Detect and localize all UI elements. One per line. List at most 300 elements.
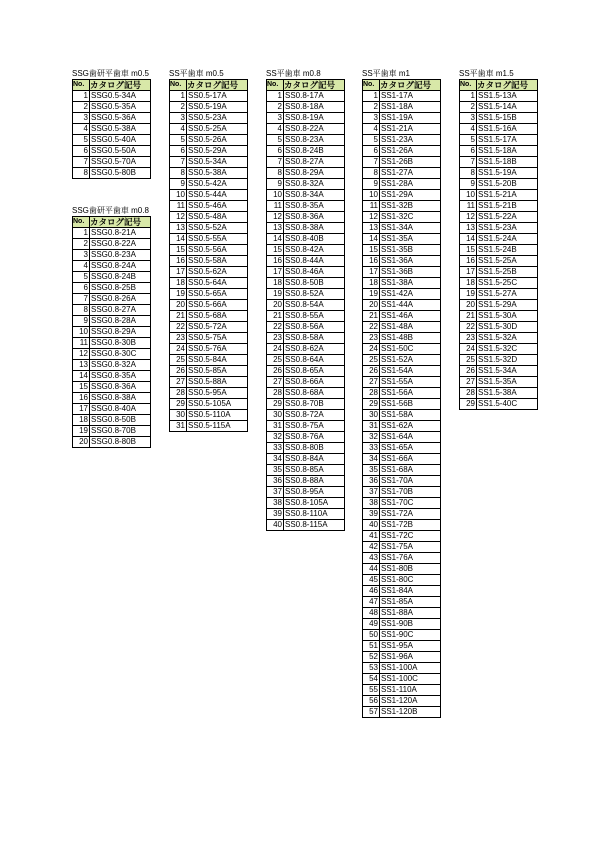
catalog-code: SS1.5-23A: [477, 223, 538, 234]
row-number: 40: [363, 520, 380, 531]
table-row: [363, 443, 441, 454]
catalog-code: SS0.8-22A: [284, 124, 345, 135]
header-catalog-code: カタログ記号: [284, 80, 345, 91]
table-row: [363, 278, 441, 289]
table-title: SS平歯車 m1.5: [459, 69, 514, 78]
catalog-code: SS1.5-40C: [477, 399, 538, 410]
catalog-code: SS1-75A: [380, 542, 441, 553]
table-title: SSG歯研平歯車 m0.5: [72, 69, 149, 78]
row-number: 4: [363, 124, 380, 135]
catalog-code: SS0.8-76A: [284, 432, 345, 443]
table-ss-m08: [266, 69, 345, 531]
catalog-code: SS1-18A: [380, 102, 441, 113]
catalog-code: SS0.8-46A: [284, 267, 345, 278]
table-row: [267, 146, 345, 157]
row-number: 32: [267, 432, 284, 443]
row-number: 2: [170, 102, 187, 113]
table-row: [170, 322, 248, 333]
row-number: 25: [170, 355, 187, 366]
table-row: [267, 179, 345, 190]
row-number: 10: [363, 190, 380, 201]
row-number: 23: [363, 333, 380, 344]
table-row: [267, 421, 345, 432]
row-number: 12: [363, 212, 380, 223]
catalog-code: SS1.5-32A: [477, 333, 538, 344]
table-row: [267, 465, 345, 476]
table-row: [460, 256, 538, 267]
catalog-code: SS0.5-110A: [187, 410, 248, 421]
table-row: [460, 388, 538, 399]
row-number: 27: [170, 377, 187, 388]
row-number: 4: [73, 261, 90, 272]
row-number: 42: [363, 542, 380, 553]
catalog-code: SS1-84A: [380, 586, 441, 597]
table-row: [460, 168, 538, 179]
table-row: [363, 333, 441, 344]
table-row: [363, 300, 441, 311]
catalog-code: SS0.5-84A: [187, 355, 248, 366]
catalog-code: SS1-90C: [380, 630, 441, 641]
header-catalog-code: カタログ記号: [90, 80, 151, 91]
catalog-code: SS1.5-34A: [477, 366, 538, 377]
table-row: [170, 399, 248, 410]
catalog-code: SS1-96A: [380, 652, 441, 663]
row-number: 34: [363, 454, 380, 465]
table-row: [363, 498, 441, 509]
row-number: 20: [73, 437, 90, 448]
catalog-code: SS0.8-68A: [284, 388, 345, 399]
table-row: [73, 338, 151, 349]
row-number: 12: [73, 349, 90, 360]
table-row: [170, 168, 248, 179]
catalog-code: SS1-72C: [380, 531, 441, 542]
catalog-code: SS0.5-95A: [187, 388, 248, 399]
row-number: 21: [363, 311, 380, 322]
row-number: 9: [170, 179, 187, 190]
catalog-table: [459, 79, 538, 410]
catalog-code: SS1.5-18A: [477, 146, 538, 157]
row-number: 4: [267, 124, 284, 135]
row-number: 11: [267, 201, 284, 212]
row-number: 20: [363, 300, 380, 311]
catalog-code: SS1-28A: [380, 179, 441, 190]
row-number: 16: [73, 393, 90, 404]
catalog-code: SS1-23A: [380, 135, 441, 146]
table-row: [267, 487, 345, 498]
table-row: [460, 322, 538, 333]
row-number: 53: [363, 663, 380, 674]
catalog-code: SS0.8-23A: [284, 135, 345, 146]
catalog-code: SSG0.5-36A: [90, 113, 151, 124]
row-number: 6: [73, 283, 90, 294]
table-row: [363, 168, 441, 179]
header-no: No.: [460, 80, 477, 91]
table-row: [73, 393, 151, 404]
catalog-code: SSG0.8-21A: [90, 228, 151, 239]
catalog-code: SSG0.8-32A: [90, 360, 151, 371]
table-row: [73, 250, 151, 261]
table-row: [363, 190, 441, 201]
table-title: SS平歯車 m0.5: [169, 69, 224, 78]
row-number: 22: [460, 322, 477, 333]
table-row: [363, 157, 441, 168]
catalog-code: SS0.5-75A: [187, 333, 248, 344]
catalog-code: SSG0.8-38A: [90, 393, 151, 404]
row-number: 3: [73, 250, 90, 261]
row-number: 5: [73, 272, 90, 283]
catalog-code: SS1-80C: [380, 575, 441, 586]
catalog-code: SSG0.8-30C: [90, 349, 151, 360]
table-row: [73, 349, 151, 360]
catalog-code: SS0.5-56A: [187, 245, 248, 256]
row-number: 8: [170, 168, 187, 179]
catalog-code: SS0.5-44A: [187, 190, 248, 201]
table-row: [170, 333, 248, 344]
catalog-code: SS1-55A: [380, 377, 441, 388]
row-number: 18: [73, 415, 90, 426]
table-row: [363, 113, 441, 124]
catalog-code: SSG0.8-35A: [90, 371, 151, 382]
table-row: [170, 91, 248, 102]
row-number: 25: [267, 355, 284, 366]
catalog-code: SS0.8-72A: [284, 410, 345, 421]
table-row: [460, 91, 538, 102]
row-number: 50: [363, 630, 380, 641]
table-row: [170, 388, 248, 399]
table-row: [73, 239, 151, 250]
row-number: 38: [267, 498, 284, 509]
table-row: [267, 245, 345, 256]
table-row: [460, 311, 538, 322]
table-row: [363, 201, 441, 212]
row-number: 19: [460, 289, 477, 300]
catalog-code: SS0.5-72A: [187, 322, 248, 333]
row-number: 19: [170, 289, 187, 300]
catalog-code: SS1-44A: [380, 300, 441, 311]
catalog-code: SS1-26A: [380, 146, 441, 157]
catalog-code: SS0.5-105A: [187, 399, 248, 410]
catalog-code: SS0.5-46A: [187, 201, 248, 212]
header-no: No.: [170, 80, 187, 91]
catalog-code: SS1-110A: [380, 685, 441, 696]
row-number: 17: [363, 267, 380, 278]
row-number: 15: [73, 382, 90, 393]
catalog-code: SSG0.8-25B: [90, 283, 151, 294]
row-number: 27: [267, 377, 284, 388]
catalog-code: SSG0.8-24A: [90, 261, 151, 272]
table-row: [170, 234, 248, 245]
table-row: [363, 597, 441, 608]
table-row: [363, 531, 441, 542]
table-row: [363, 388, 441, 399]
catalog-code: SS1-35A: [380, 234, 441, 245]
table-row: [73, 135, 151, 146]
catalog-code: SS0.5-65A: [187, 289, 248, 300]
row-number: 26: [267, 366, 284, 377]
table-title: SSG歯研平歯車 m0.8: [72, 206, 149, 215]
catalog-code: SS1-95A: [380, 641, 441, 652]
table-row: [73, 305, 151, 316]
row-number: 37: [267, 487, 284, 498]
table-row: [73, 91, 151, 102]
table-row: [363, 355, 441, 366]
catalog-code: SS0.8-110A: [284, 509, 345, 520]
table-row: [170, 201, 248, 212]
catalog-code: SSG0.8-22A: [90, 239, 151, 250]
table-row: [170, 267, 248, 278]
catalog-code: SS0.8-27A: [284, 157, 345, 168]
row-number: 4: [460, 124, 477, 135]
catalog-code: SS1-70A: [380, 476, 441, 487]
catalog-code: SSG0.5-40A: [90, 135, 151, 146]
catalog-code: SS1.5-20B: [477, 179, 538, 190]
row-number: 30: [170, 410, 187, 421]
table-title: SS平歯車 m0.8: [266, 69, 321, 78]
row-number: 12: [170, 212, 187, 223]
table-row: [363, 663, 441, 674]
row-number: 17: [267, 267, 284, 278]
catalog-code: SS0.8-56A: [284, 322, 345, 333]
table-row: [363, 619, 441, 630]
catalog-code: SS1-88A: [380, 608, 441, 619]
row-number: 25: [363, 355, 380, 366]
table-row: [267, 498, 345, 509]
table-row: [460, 124, 538, 135]
table-row: [170, 124, 248, 135]
table-row: [460, 344, 538, 355]
row-number: 9: [73, 316, 90, 327]
table-row: [460, 377, 538, 388]
catalog-code: SS1.5-19A: [477, 168, 538, 179]
catalog-code: SS1.5-24B: [477, 245, 538, 256]
row-number: 24: [267, 344, 284, 355]
table-row: [460, 135, 538, 146]
table-row: [363, 641, 441, 652]
row-number: 6: [170, 146, 187, 157]
catalog-code: SS0.8-88A: [284, 476, 345, 487]
table-row: [267, 333, 345, 344]
table-row: [267, 300, 345, 311]
row-number: 23: [170, 333, 187, 344]
catalog-code: SS1-19A: [380, 113, 441, 124]
row-number: 7: [73, 157, 90, 168]
table-row: [267, 256, 345, 267]
table-ss-m05: [169, 69, 248, 432]
row-number: 2: [267, 102, 284, 113]
table-row: [460, 289, 538, 300]
table-row: [363, 410, 441, 421]
catalog-code: SS1-68A: [380, 465, 441, 476]
table-row: [363, 91, 441, 102]
row-number: 46: [363, 586, 380, 597]
table-row: [460, 212, 538, 223]
catalog-code: SS0.8-62A: [284, 344, 345, 355]
catalog-code: SS0.5-19A: [187, 102, 248, 113]
row-number: 13: [267, 223, 284, 234]
row-number: 11: [170, 201, 187, 212]
row-number: 6: [363, 146, 380, 157]
table-row: [267, 443, 345, 454]
table-row: [73, 426, 151, 437]
catalog-table: [362, 79, 441, 718]
row-number: 16: [460, 256, 477, 267]
table-row: [363, 674, 441, 685]
catalog-code: SS0.8-44A: [284, 256, 345, 267]
catalog-code: SSG0.8-26A: [90, 294, 151, 305]
catalog-code: SS0.8-85A: [284, 465, 345, 476]
table-row: [170, 146, 248, 157]
table-row: [267, 135, 345, 146]
catalog-code: SS1-72A: [380, 509, 441, 520]
table-row: [363, 487, 441, 498]
row-number: 17: [73, 404, 90, 415]
catalog-code: SS0.8-40B: [284, 234, 345, 245]
table-row: [460, 355, 538, 366]
catalog-code: SS1-34A: [380, 223, 441, 234]
row-number: 20: [170, 300, 187, 311]
catalog-code: SS0.8-34A: [284, 190, 345, 201]
catalog-code: SS0.5-85A: [187, 366, 248, 377]
row-number: 2: [363, 102, 380, 113]
catalog-table: [169, 79, 248, 432]
row-number: 3: [267, 113, 284, 124]
row-number: 21: [170, 311, 187, 322]
header-no: No.: [363, 80, 380, 91]
row-number: 16: [363, 256, 380, 267]
row-number: 5: [267, 135, 284, 146]
table-row: [363, 564, 441, 575]
row-number: 33: [267, 443, 284, 454]
table-ssg-m08: [72, 206, 151, 448]
catalog-code: SS0.8-18A: [284, 102, 345, 113]
table-row: [363, 520, 441, 531]
header-no: No.: [73, 217, 90, 228]
row-number: 24: [170, 344, 187, 355]
row-number: 22: [363, 322, 380, 333]
row-number: 34: [267, 454, 284, 465]
catalog-code: SSG0.8-27A: [90, 305, 151, 316]
row-number: 14: [267, 234, 284, 245]
table-row: [73, 316, 151, 327]
catalog-code: SS1.5-30D: [477, 322, 538, 333]
table-row: [73, 272, 151, 283]
row-number: 26: [363, 366, 380, 377]
table-row: [267, 454, 345, 465]
table-row: [73, 283, 151, 294]
table-row: [73, 168, 151, 179]
row-number: 41: [363, 531, 380, 542]
table-row: [460, 234, 538, 245]
row-number: 39: [267, 509, 284, 520]
table-row: [363, 135, 441, 146]
table-row: [460, 300, 538, 311]
table-row: [363, 102, 441, 113]
table-row: [460, 113, 538, 124]
table-row: [73, 404, 151, 415]
catalog-code: SS0.8-32A: [284, 179, 345, 190]
catalog-code: SS1-90B: [380, 619, 441, 630]
catalog-code: SS0.5-26A: [187, 135, 248, 146]
table-row: [363, 212, 441, 223]
catalog-code: SS0.8-29A: [284, 168, 345, 179]
row-number: 27: [363, 377, 380, 388]
catalog-table: [72, 216, 151, 448]
row-number: 15: [460, 245, 477, 256]
catalog-code: SS0.5-48A: [187, 212, 248, 223]
row-number: 1: [73, 91, 90, 102]
table-row: [363, 586, 441, 597]
table-row: [460, 190, 538, 201]
row-number: 6: [73, 146, 90, 157]
catalog-code: SS0.5-29A: [187, 146, 248, 157]
table-row: [267, 410, 345, 421]
catalog-code: SS0.8-70B: [284, 399, 345, 410]
row-number: 28: [460, 388, 477, 399]
table-row: [363, 421, 441, 432]
catalog-code: SS0.8-52A: [284, 289, 345, 300]
table-row: [460, 201, 538, 212]
catalog-code: SS1-70B: [380, 487, 441, 498]
row-number: 9: [460, 179, 477, 190]
row-number: 31: [170, 421, 187, 432]
table-row: [73, 157, 151, 168]
row-number: 7: [460, 157, 477, 168]
table-row: [170, 245, 248, 256]
catalog-code: SS0.8-58A: [284, 333, 345, 344]
catalog-code: SS1-21A: [380, 124, 441, 135]
row-number: 31: [267, 421, 284, 432]
catalog-code: SSG0.5-35A: [90, 102, 151, 113]
row-number: 47: [363, 597, 380, 608]
table-row: [267, 355, 345, 366]
table-row: [267, 157, 345, 168]
table-row: [363, 575, 441, 586]
catalog-code: SSG0.5-50A: [90, 146, 151, 157]
catalog-code: SS0.5-68A: [187, 311, 248, 322]
row-number: 48: [363, 608, 380, 619]
row-number: 18: [460, 278, 477, 289]
row-number: 35: [267, 465, 284, 476]
catalog-code: SS0.8-36A: [284, 212, 345, 223]
table-row: [363, 267, 441, 278]
table-row: [170, 102, 248, 113]
row-number: 2: [460, 102, 477, 113]
row-number: 37: [363, 487, 380, 498]
row-number: 2: [73, 239, 90, 250]
catalog-code: SSG0.5-70A: [90, 157, 151, 168]
table-row: [170, 421, 248, 432]
catalog-code: SS0.8-35A: [284, 201, 345, 212]
catalog-code: SS1-120B: [380, 707, 441, 718]
row-number: 5: [363, 135, 380, 146]
row-number: 1: [267, 91, 284, 102]
table-row: [73, 415, 151, 426]
catalog-code: SS1-42A: [380, 289, 441, 300]
row-number: 13: [460, 223, 477, 234]
row-number: 9: [267, 179, 284, 190]
row-number: 3: [363, 113, 380, 124]
row-number: 21: [267, 311, 284, 322]
catalog-code: SS1.5-14A: [477, 102, 538, 113]
catalog-code: SS0.8-64A: [284, 355, 345, 366]
table-row: [363, 344, 441, 355]
table-row: [460, 366, 538, 377]
row-number: 23: [460, 333, 477, 344]
row-number: 8: [73, 305, 90, 316]
catalog-code: SS1-36B: [380, 267, 441, 278]
catalog-code: SS1.5-30A: [477, 311, 538, 322]
table-row: [73, 382, 151, 393]
